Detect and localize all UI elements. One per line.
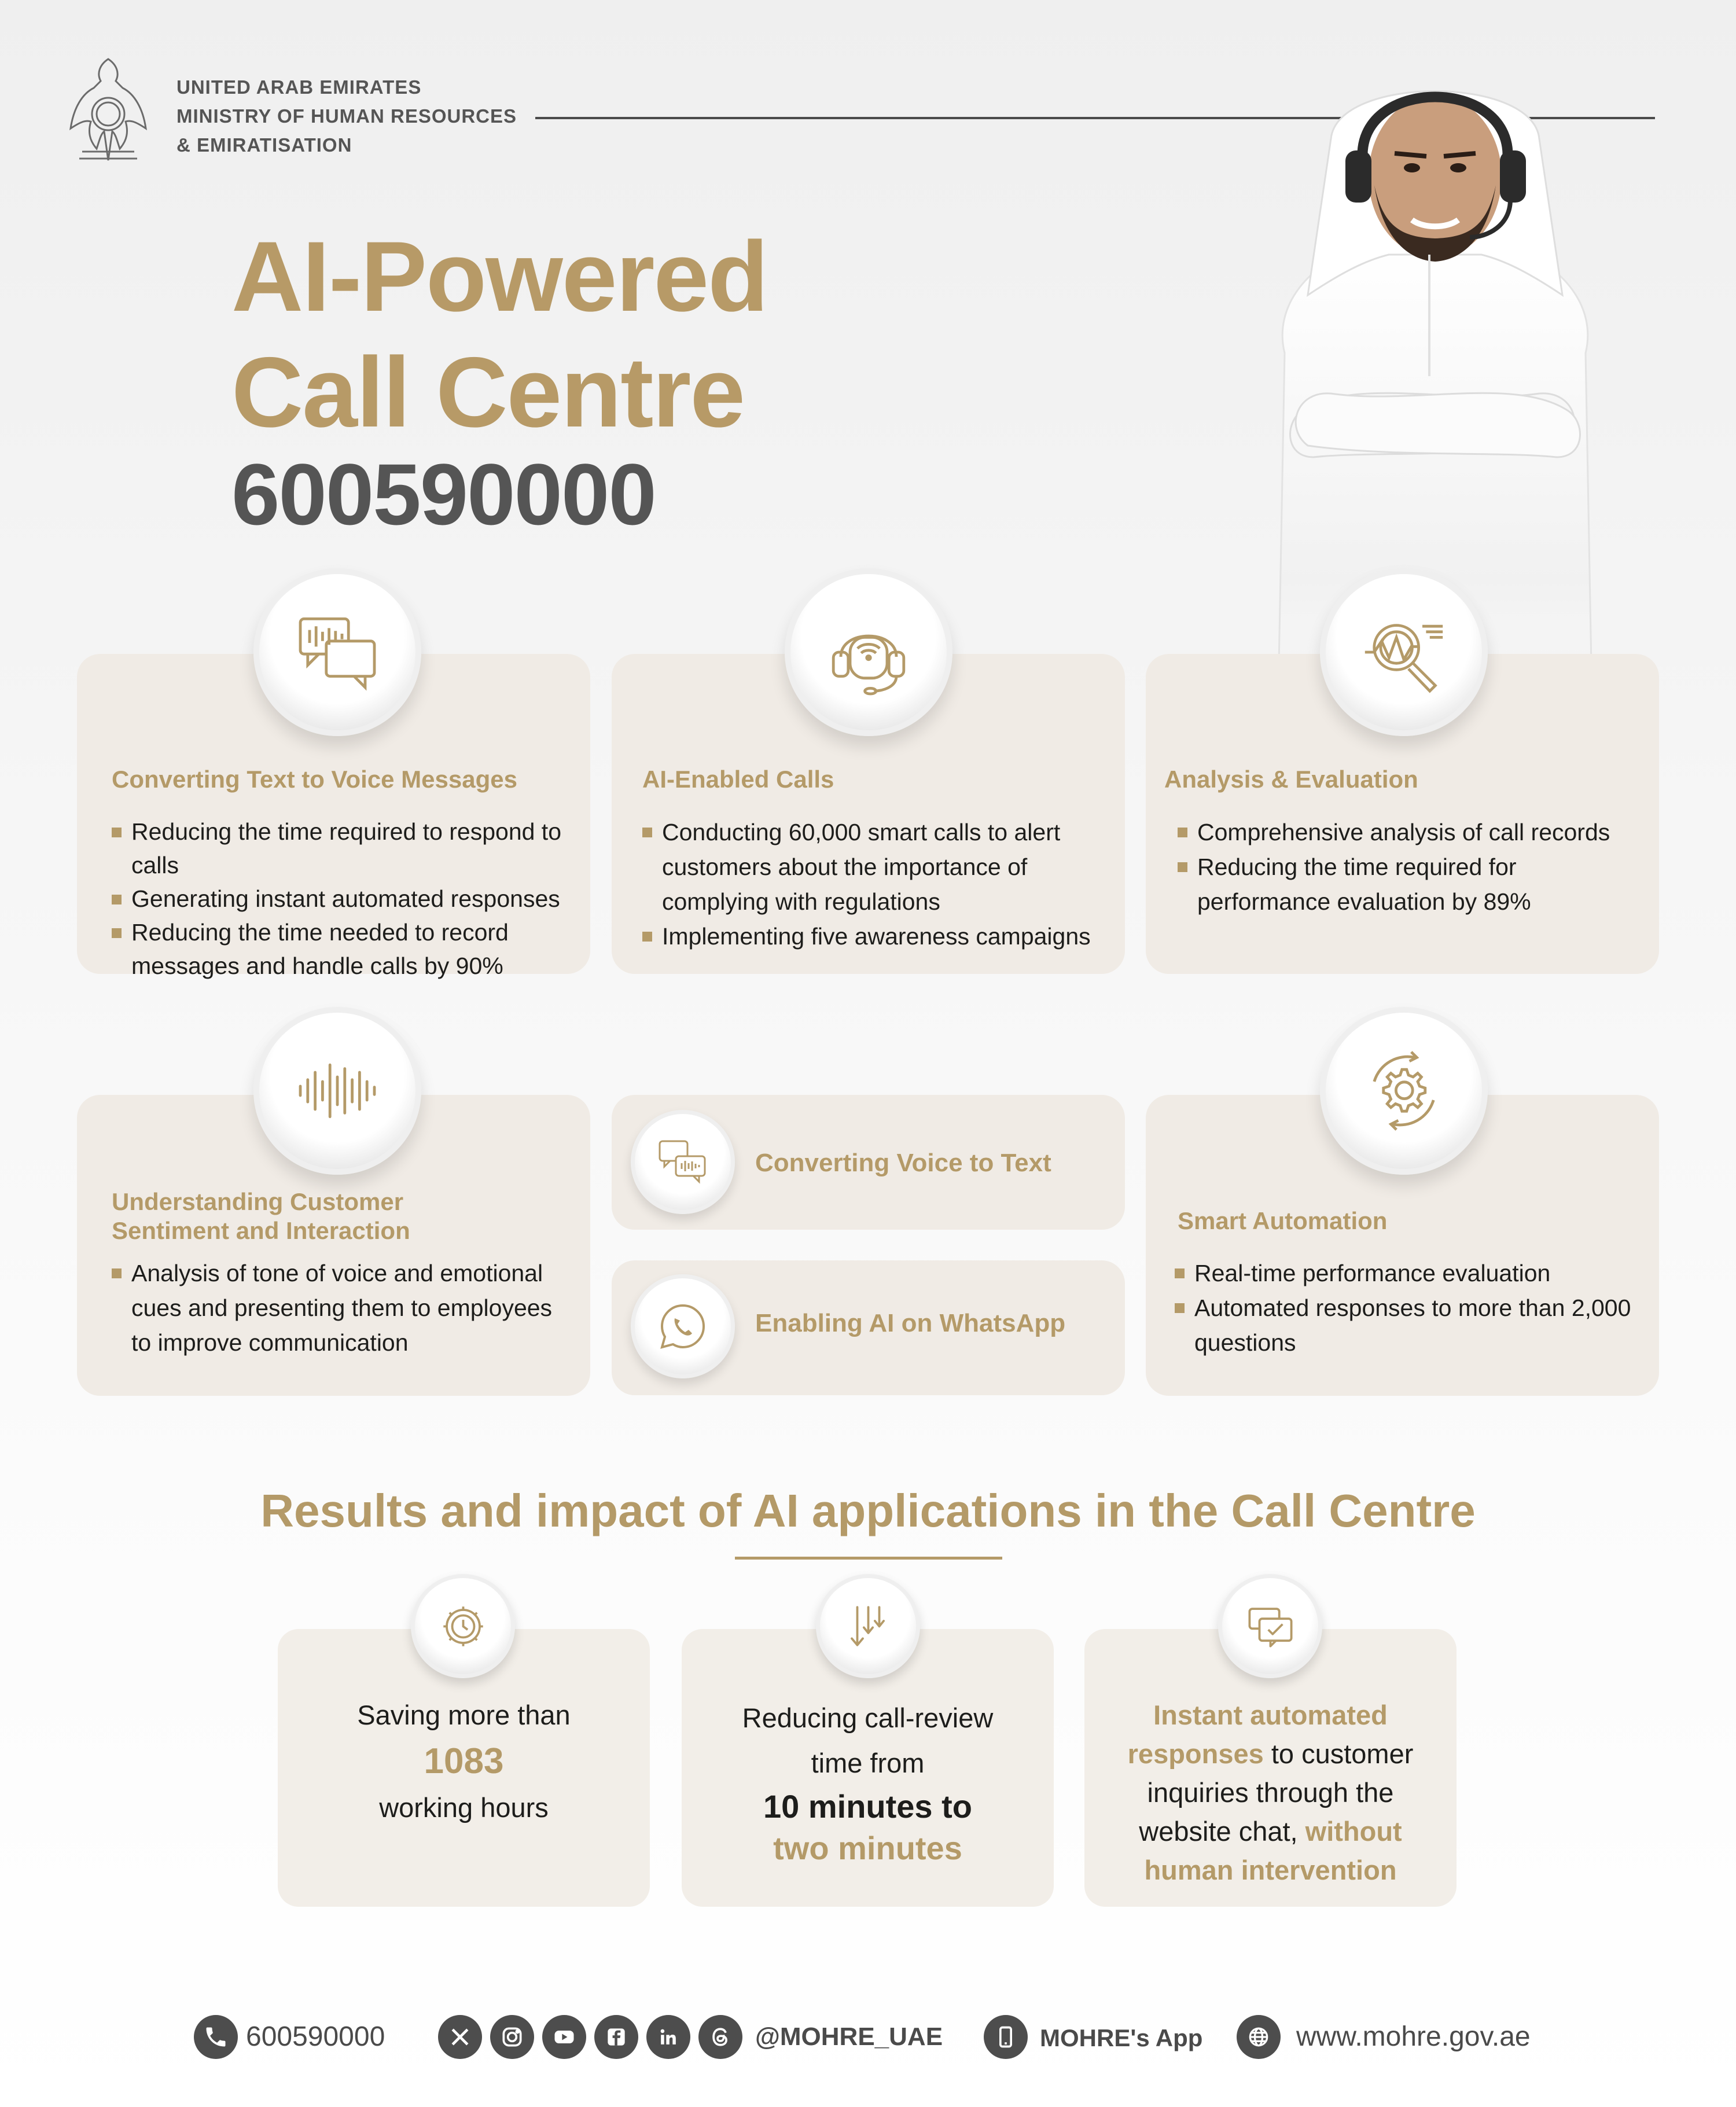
- headset-icon: [785, 568, 952, 736]
- ministry-name: [176, 73, 517, 160]
- gear-cycle-icon: [1320, 1007, 1488, 1175]
- bullet-item: Analysis of tone of voice and emotional cues and presenting them to employees to improve communication: [112, 1256, 575, 1360]
- title-line-2: Call Centre: [231, 337, 745, 448]
- results-heading: Results and impact of AI applications in the Call Centre: [260, 1485, 1476, 1536]
- feature-title-ai-calls: AI-Enabled Calls: [642, 766, 834, 793]
- ministry-line-1: UNITED ARAB EMIRATES: [176, 76, 422, 98]
- bullet-item: Comprehensive analysis of call records: [1178, 815, 1652, 850]
- bullets-sentiment: [112, 1256, 575, 1360]
- result-auto-gold-2: responses: [1127, 1738, 1264, 1769]
- bullet-item: Implementing five awareness campaigns: [642, 919, 1123, 954]
- footer-social-handle[interactable]: @MOHRE_UAE: [755, 2023, 943, 2051]
- facebook-icon[interactable]: [594, 2015, 638, 2059]
- feature-title-analysis: Analysis & Evaluation: [1164, 766, 1418, 793]
- instagram-icon[interactable]: [490, 2015, 534, 2059]
- uae-emblem-logo: [65, 53, 152, 169]
- result-auto-line-4: [1084, 1812, 1457, 1851]
- chat-check-icon: [1218, 1574, 1322, 1678]
- footer-phone[interactable]: 600590000: [246, 2021, 385, 2052]
- agent-illustration: [1238, 52, 1632, 665]
- result-review-line-4: two minutes: [773, 1830, 962, 1866]
- result-text-hours: [278, 1696, 650, 1827]
- feature-title-text-to-voice: Converting Text to Voice Messages: [112, 766, 517, 793]
- result-auto-gold-4: without: [1305, 1816, 1402, 1847]
- result-text-automated-responses: [1084, 1696, 1457, 1889]
- bullets-analysis: [1178, 815, 1652, 919]
- globe-icon: [1237, 2015, 1281, 2059]
- result-hours-value: 1083: [424, 1741, 504, 1781]
- phone-icon: [194, 2015, 238, 2059]
- bullet-item: Automated responses to more than 2,000 questions: [1175, 1290, 1638, 1360]
- result-hours-line-3: working hours: [379, 1792, 549, 1823]
- result-auto-line-2: [1084, 1734, 1457, 1773]
- bullets-automation: [1175, 1256, 1638, 1360]
- x-icon[interactable]: [438, 2015, 482, 2059]
- results-divider: [735, 1557, 1002, 1560]
- result-auto-text-2: to customer: [1263, 1738, 1414, 1769]
- result-auto-line-3: inquiries through the: [1147, 1777, 1394, 1808]
- feature-title-sentiment: [112, 1187, 410, 1245]
- result-review-line-1: Reducing call-review: [742, 1702, 994, 1733]
- sentiment-title-line-1: Understanding Customer: [112, 1188, 404, 1215]
- bullet-item: Reducing the time required to respond to calls: [112, 815, 586, 882]
- feature-title-voice-to-text: Converting Voice to Text: [755, 1149, 1051, 1177]
- down-arrows-icon: [816, 1574, 920, 1678]
- hero-phone-number: 600590000: [231, 446, 656, 543]
- footer-app-label[interactable]: MOHRE's App: [1040, 2024, 1203, 2051]
- chat-bubbles-icon: [631, 1110, 735, 1214]
- bullet-item: Real-time performance evaluation: [1175, 1256, 1638, 1290]
- sound-wave-icon: [253, 1007, 421, 1175]
- bullet-item: Reducing the time required for performance evaluation by 89%: [1178, 850, 1652, 919]
- title-line-1: AI-Powered: [231, 221, 768, 332]
- magnifier-analytics-icon: [1320, 568, 1488, 736]
- threads-icon[interactable]: [698, 2015, 742, 2059]
- feature-title-automation: Smart Automation: [1178, 1207, 1388, 1234]
- feature-title-whatsapp: Enabling AI on WhatsApp: [755, 1309, 1066, 1337]
- bullet-item: Generating instant automated responses: [112, 882, 586, 915]
- result-review-line-2: time from: [811, 1748, 925, 1778]
- sentiment-title-line-2: Sentiment and Interaction: [112, 1217, 410, 1244]
- result-auto-text-4: website chat,: [1139, 1816, 1305, 1847]
- result-review-line-3: 10 minutes to: [763, 1788, 972, 1825]
- voice-message-bubbles-icon: [253, 568, 421, 736]
- bullet-item: Conducting 60,000 smart calls to alert customers about the importance of complying with regulations: [642, 815, 1123, 919]
- clock-gear-icon: [411, 1574, 515, 1678]
- linkedin-icon[interactable]: [646, 2015, 690, 2059]
- result-hours-line-1: Saving more than: [357, 1700, 571, 1730]
- ministry-line-3: & EMIRATISATION: [176, 134, 352, 156]
- result-text-review-time: [682, 1696, 1054, 1869]
- ministry-line-2: MINISTRY OF HUMAN RESOURCES: [176, 105, 517, 127]
- bullet-item: Reducing the time needed to record messages and handle calls by 90%: [112, 915, 586, 983]
- footer-website[interactable]: www.mohre.gov.ae: [1296, 2021, 1531, 2052]
- whatsapp-icon: [631, 1274, 735, 1378]
- result-auto-line-5: human intervention: [1144, 1855, 1397, 1885]
- youtube-icon[interactable]: [542, 2015, 586, 2059]
- page-title: [231, 219, 767, 450]
- result-auto-line-1: Instant automated: [1153, 1700, 1388, 1730]
- mobile-app-icon: [984, 2015, 1028, 2059]
- bullets-text-to-voice: [112, 815, 586, 983]
- bullets-ai-calls: [642, 815, 1123, 954]
